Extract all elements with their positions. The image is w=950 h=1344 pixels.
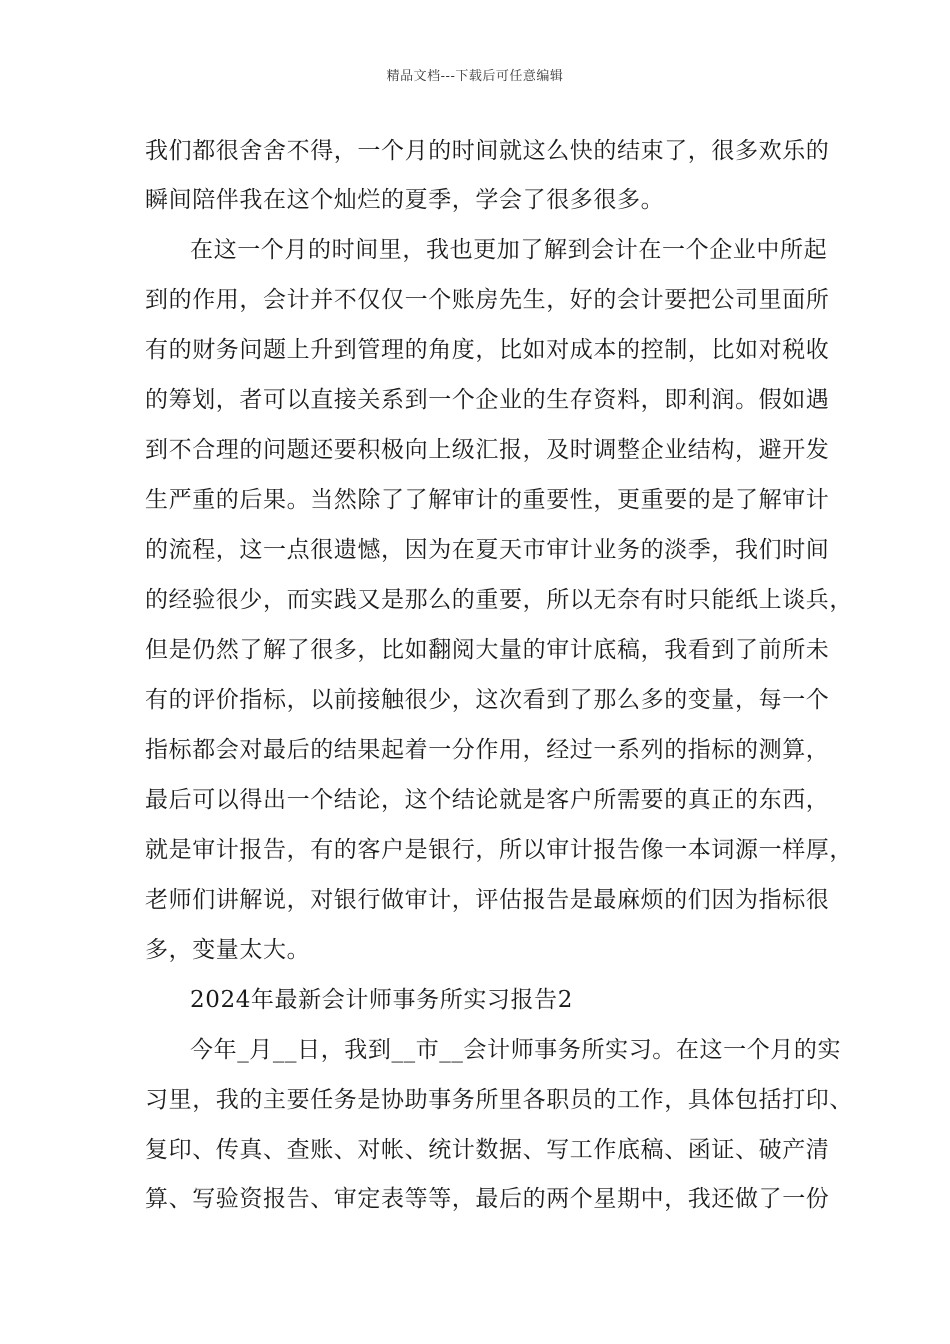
paragraph-line: 的经验很少，而实践又是那么的重要，所以无奈有时只能纸上谈兵， [145, 587, 853, 613]
paragraph-line: 最后可以得出一个结论，这个结论就是客户所需要的真正的东西， [145, 787, 830, 813]
paragraph-line: 老师们讲解说，对银行做审计，评估报告是最麻烦的们因为指标很 [145, 887, 830, 913]
paragraph-line: 我们都很舍舍不得，一个月的时间就这么快的结束了，很多欢乐的 [145, 138, 830, 164]
paragraph-line: 到的作用，会计并不仅仅一个账房先生，好的会计要把公司里面所 [145, 287, 830, 313]
paragraph-line: 到不合理的问题还要积极向上级汇报，及时调整企业结构，避开发 [145, 437, 830, 463]
paragraph-line: 习里，我的主要任务是协助事务所里各职员的工作，具体包括打印、 [145, 1087, 853, 1113]
paragraph-line: 多，变量太大。 [145, 937, 311, 963]
paragraph-line: 但是仍然了解了很多，比如翻阅大量的审计底稿，我看到了前所未 [145, 637, 830, 663]
paragraph-line: 的筹划，者可以直接关系到一个企业的生存资料，即利润。假如遇 [145, 387, 830, 413]
paragraph-line: 就是审计报告，有的客户是银行，所以审计报告像一本词源一样厚， [145, 837, 853, 863]
paragraph-line: 有的评价指标，以前接触很少，这次看到了那么多的变量，每一个 [145, 687, 830, 713]
paragraph-line: 复印、传真、查账、对帐、统计数据、写工作底稿、函证、破产清 [145, 1137, 830, 1163]
paragraph-line: 指标都会对最后的结果起着一分作用，经过一系列的指标的测算， [145, 737, 830, 763]
section-heading: 2024年最新会计师事务所实习报告2 [190, 987, 573, 1013]
paragraph-line: 有的财务问题上升到管理的角度，比如对成本的控制，比如对税收 [145, 337, 830, 363]
paragraph-line: 算、写验资报告、审定表等等，最后的两个星期中，我还做了一份 [145, 1186, 830, 1212]
paragraph-line: 的流程，这一点很遗憾，因为在夏天市审计业务的淡季，我们时间 [145, 537, 830, 563]
page-header: 精品文档---下载后可任意编辑 [386, 69, 564, 84]
paragraph-line: 生严重的后果。当然除了了解审计的重要性，更重要的是了解审计 [145, 487, 830, 513]
paragraph-line: 今年_月__日，我到__市__会计师事务所实习。在这一个月的实 [190, 1037, 842, 1063]
paragraph-line: 瞬间陪伴我在这个灿烂的夏季，学会了很多很多。 [145, 187, 665, 213]
paragraph-line: 在这一个月的时间里，我也更加了解到会计在一个企业中所起 [190, 237, 828, 263]
